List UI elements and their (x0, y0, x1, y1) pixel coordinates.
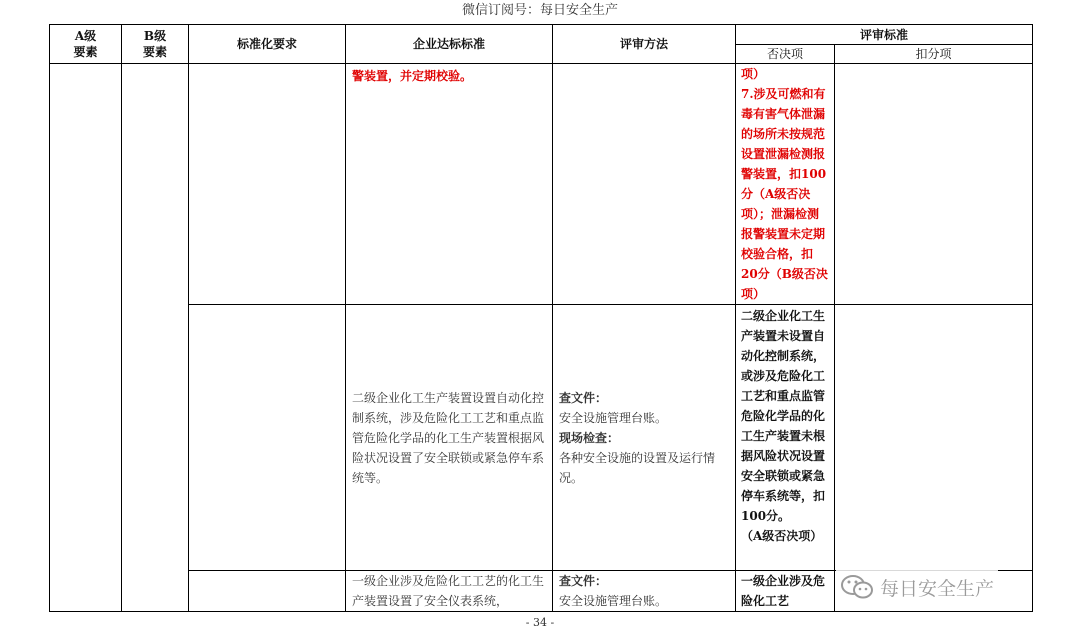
enterprise-cell (346, 571, 553, 612)
enterprise-text: 二级企业化工生产装置设置自动化控制系统，涉及危险化工工艺和重点监管危险化学品的化工生产装置根据风险状况设置了安全联锁或紧急停车系统等。 (352, 390, 545, 485)
col-standard: 标准化要求 (189, 25, 346, 64)
b-level-cell (122, 64, 189, 612)
method-title: 现场检查： (559, 430, 620, 445)
method-cell (553, 305, 736, 571)
deduct-cell (835, 305, 1033, 571)
method-cell (553, 64, 736, 305)
col-deduct: 扣分项 (835, 45, 1033, 64)
watermark-text: 每日安全生产 (880, 577, 995, 600)
table-row (50, 305, 1033, 571)
a-level-cell (50, 64, 122, 612)
wechat-icon (840, 573, 874, 601)
enterprise-text: 一级企业涉及危险化工工艺的化工生产装置设置了安全仪表系统， (352, 574, 545, 608)
standard-cell (189, 64, 346, 305)
page-header: 微信订阅号：每日安全生产 (461, 3, 618, 18)
veto-cell (736, 64, 835, 305)
method-title: 查文件： (559, 574, 608, 588)
page-number: - 34 - (525, 616, 555, 629)
method-cell (553, 571, 736, 612)
standards-table (49, 24, 1033, 612)
veto-text: 一级企业涉及危险化工艺 (741, 574, 826, 608)
table-row (50, 64, 1033, 305)
veto-cell (736, 305, 835, 571)
col-veto: 否决项 (736, 45, 835, 64)
method-text: 安全设施管理台账。 (559, 594, 668, 608)
enterprise-cell (346, 64, 553, 305)
col-b-level: B级 要素 (122, 25, 189, 64)
veto-cell (736, 571, 835, 612)
method-text: 安全设施管理台账。 (559, 410, 668, 425)
col-method: 评审方法 (553, 25, 736, 64)
method-title: 查文件： (559, 390, 608, 405)
standard-cell (189, 305, 346, 571)
method-text: 各种安全设施的设置及运行情况。 (559, 450, 716, 485)
col-enterprise: 企业达标标准 (346, 25, 553, 64)
standard-cell (189, 571, 346, 612)
watermark (836, 570, 998, 604)
enterprise-cell (346, 305, 553, 571)
col-a-level: A级 要素 (50, 25, 122, 64)
veto-text: 项） 7.涉及可燃和有毒有害气体泄漏的场所未按规范设置泄漏检测报警装置，扣100分（A级否决项）；泄漏检测报警装置未定期校验合格，扣20分（B级否决项） (741, 67, 828, 301)
col-review: 评审标准 (736, 25, 1033, 45)
enterprise-text: 警装置，并定期校验。 (352, 69, 473, 83)
deduct-cell (835, 64, 1033, 305)
veto-text: 二级企业化工生产装置未设置自动化控制系统，或涉及危险化工工艺和重点监管危险化学品的化工生产装置未根据风险状况设置安全联锁或紧急停车系统等，扣100分。 （A级否决项） (741, 309, 826, 543)
